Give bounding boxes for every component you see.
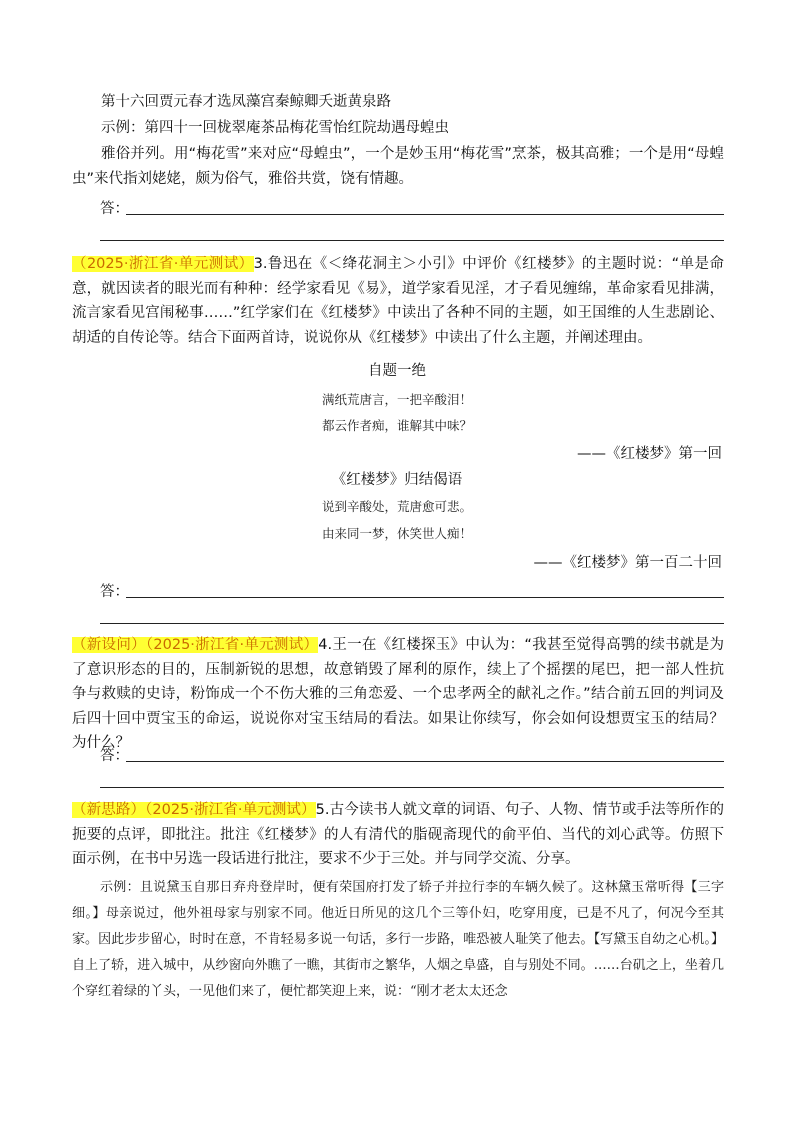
question-5 bbox=[72, 798, 724, 872]
poem-1-line-2: 都云作者痴，谁解其中味？ bbox=[321, 418, 472, 433]
answer-line[interactable] bbox=[100, 240, 724, 241]
answer-line[interactable] bbox=[100, 623, 724, 624]
question-5-text: 5.古今读书人就文章的词语、句子、人物、情节或手法等所作的扼要的点评，即批注。批注《红楼梦》的人有清代的脂砚斋现代的俞平伯、当代的刘心武等。仿照下面示例，在书中另选一段话进行批注，要求不少于三处。并与同学交流、分享。 bbox=[72, 802, 724, 867]
answer-label: 答： bbox=[100, 748, 129, 764]
chapter-title-line: 第十六回贾元春才选凤藻宫秦鲸卿夭逝黄泉路 bbox=[101, 94, 391, 110]
example-line: 示例：第四十一回栊翠庵茶品梅花雪怡红院劫遇母蝗虫 bbox=[101, 120, 449, 136]
question-3-text: 3.鲁迅在《＜绛花洞主＞小引》中评价《红楼梦》的主题时说：“单是命意，就因读者的眼光而有种种：经学家看见《易》，道学家看见淫，才子看见缠绵，革命家看见排满，流言家看见宫闱秘事……”红学家们在《红楼梦》中读出了各种不同的主题，如王国维的人生悲剧论、胡适的自传论等。结合下面两首诗，说说你从《红楼梦》中读出了什么主题，并阐述理由。 bbox=[72, 256, 724, 346]
poem-1-title: 自题一绝 bbox=[368, 363, 426, 379]
source-tag: （新设问）（2025·浙江省·单元测试） bbox=[72, 637, 319, 653]
answer-line bbox=[126, 761, 724, 762]
poem-2-title: 《红楼梦》归结偈语 bbox=[331, 472, 463, 488]
annotation-example: 示例：且说黛玉自那日弃舟登岸时，便有荣国府打发了轿子并拉行李的车辆久候了。这林黛玉常听得【三字细。】母亲说过，他外祖母家与别家不同。他近日所见的这几个三等仆妇，吃穿用度，已是不凡了，何况今至其家。因此步步留心，时时在意，不肯轻易多说一句话，多行一步路，唯恐被人耻笑了他去。【写黛玉自幼之心机。】自上了轿，进入城中，从纱窗向外瞧了一瞧，其街市之繁华，人烟之阜盛，自与别处不同。……台矶之上，坐着几个穿红着绿的丫头，一见他们来了，便忙都笑迎上来，说：“刚才老太太还念 bbox=[72, 880, 724, 999]
question-3 bbox=[72, 252, 724, 350]
answer-row-4[interactable] bbox=[100, 744, 724, 768]
answer-line bbox=[126, 597, 724, 598]
answer-line bbox=[126, 214, 724, 215]
source-tag: （2025·浙江省·单元测试） bbox=[72, 256, 254, 272]
explanation-paragraph: 雅俗并列。用“梅花雪”来对应“母蝗虫”，一个是妙玉用“梅花雪”烹茶，极其高雅；一个是用“母蝗虫”来代指刘姥姥，颇为俗气，雅俗共赏，饶有情趣。 bbox=[72, 146, 724, 187]
answer-label: 答： bbox=[100, 201, 129, 217]
source-tag: （新思路）（2025·浙江省·单元测试） bbox=[72, 802, 316, 818]
poem-2-source: ——《红楼梦》第一百二十回 bbox=[533, 555, 722, 571]
poem-2-line-2: 由来同一梦，休笑世人痴！ bbox=[321, 526, 472, 541]
poem-1-line-1: 满纸荒唐言，一把辛酸泪！ bbox=[321, 392, 472, 407]
answer-row-1[interactable] bbox=[100, 197, 724, 221]
question-4 bbox=[72, 633, 724, 756]
poem-2-line-1: 说到辛酸处，荒唐愈可悲。 bbox=[321, 499, 472, 514]
poem-1-source: ——《红楼梦》第一回 bbox=[577, 446, 722, 462]
answer-line[interactable] bbox=[100, 787, 724, 788]
question-4-text: 4.王一在《红楼探玉》中认为：“我甚至觉得高鹗的续书就是为了意识形态的目的，压制新锐的思想，故意销毁了犀利的原作，续上了个摇摆的尾巴，把一部人性抗争与救赎的史诗，粉饰成一个不伤大雅的三角恋爱、一个忠孝两全的献礼之作。”结合前五回的判词及后四十回中贾宝玉的命运，说说你对宝玉结局的看法。如果让你续写，你会如何设想贾宝玉的结局？为什么？ bbox=[72, 637, 724, 751]
answer-label: 答： bbox=[100, 584, 129, 600]
answer-row-3[interactable] bbox=[100, 580, 724, 604]
